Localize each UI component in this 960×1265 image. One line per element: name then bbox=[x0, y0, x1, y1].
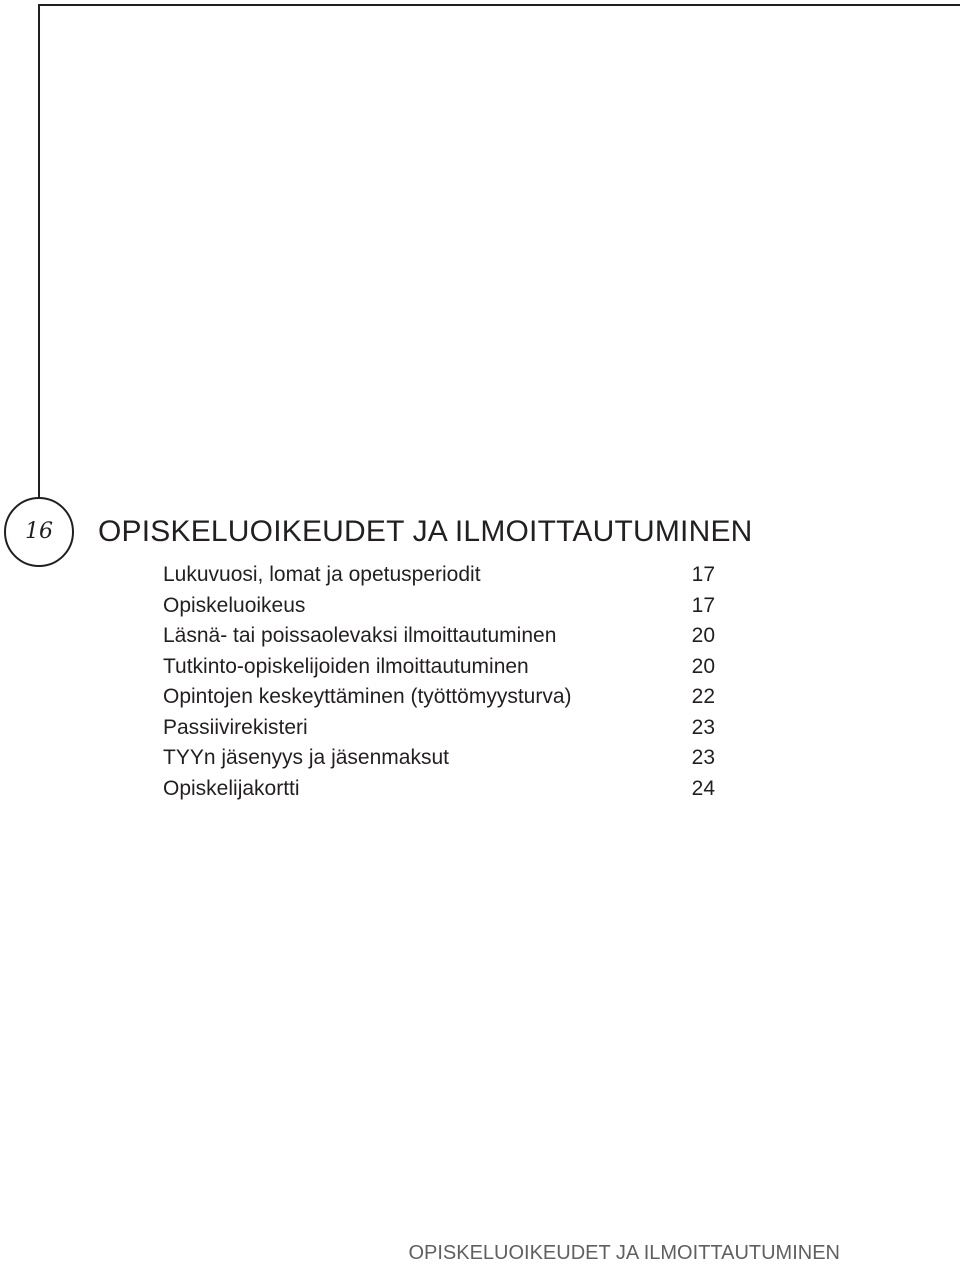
toc-item-label: Opiskelijakortti bbox=[163, 776, 300, 800]
toc-item-label: Läsnä- tai poissaolevaksi ilmoittautuminen bbox=[163, 624, 557, 647]
toc-item bbox=[163, 713, 715, 744]
toc-item bbox=[163, 591, 715, 622]
toc-item-label: Opiskeluoikeus bbox=[163, 593, 306, 617]
toc-item bbox=[163, 621, 715, 652]
toc-item-label: TYYn jäsenyys ja jäsenmaksut bbox=[163, 746, 449, 769]
toc-item-label: Lukuvuosi, lomat ja opetusperiodit bbox=[163, 563, 481, 586]
toc-item-page: 20 bbox=[691, 654, 715, 678]
toc-item-page: 24 bbox=[691, 776, 715, 800]
toc-item bbox=[163, 743, 715, 774]
page-number-badge bbox=[4, 497, 74, 567]
toc-item bbox=[163, 652, 715, 683]
section-title: OPISKELUOIKEUDET JA ILMOITTAUTUMINEN bbox=[98, 515, 753, 548]
toc-item bbox=[163, 774, 715, 805]
toc-item-page: 22 bbox=[691, 685, 715, 708]
table-of-contents bbox=[163, 560, 715, 804]
toc-item-page: 17 bbox=[691, 593, 715, 617]
toc-item-page: 23 bbox=[691, 715, 715, 739]
running-footer: OPISKELUOIKEUDET JA ILMOITTAUTUMINEN bbox=[408, 1242, 840, 1264]
frame-left-rule bbox=[38, 4, 40, 501]
toc-item-label: Opintojen keskeyttäminen (työttömyysturva) bbox=[163, 685, 572, 708]
toc-item-label: Tutkinto-opiskelijoiden ilmoittautuminen bbox=[163, 654, 529, 678]
toc-item-page: 17 bbox=[691, 563, 715, 586]
toc-item-page: 20 bbox=[691, 624, 715, 647]
toc-item-label: Passiivirekisteri bbox=[163, 715, 308, 739]
frame-top-rule bbox=[38, 4, 960, 6]
page-number: 16 bbox=[25, 518, 53, 544]
toc-item bbox=[163, 560, 715, 591]
toc-item bbox=[163, 682, 715, 713]
toc-item-page: 23 bbox=[691, 746, 715, 769]
